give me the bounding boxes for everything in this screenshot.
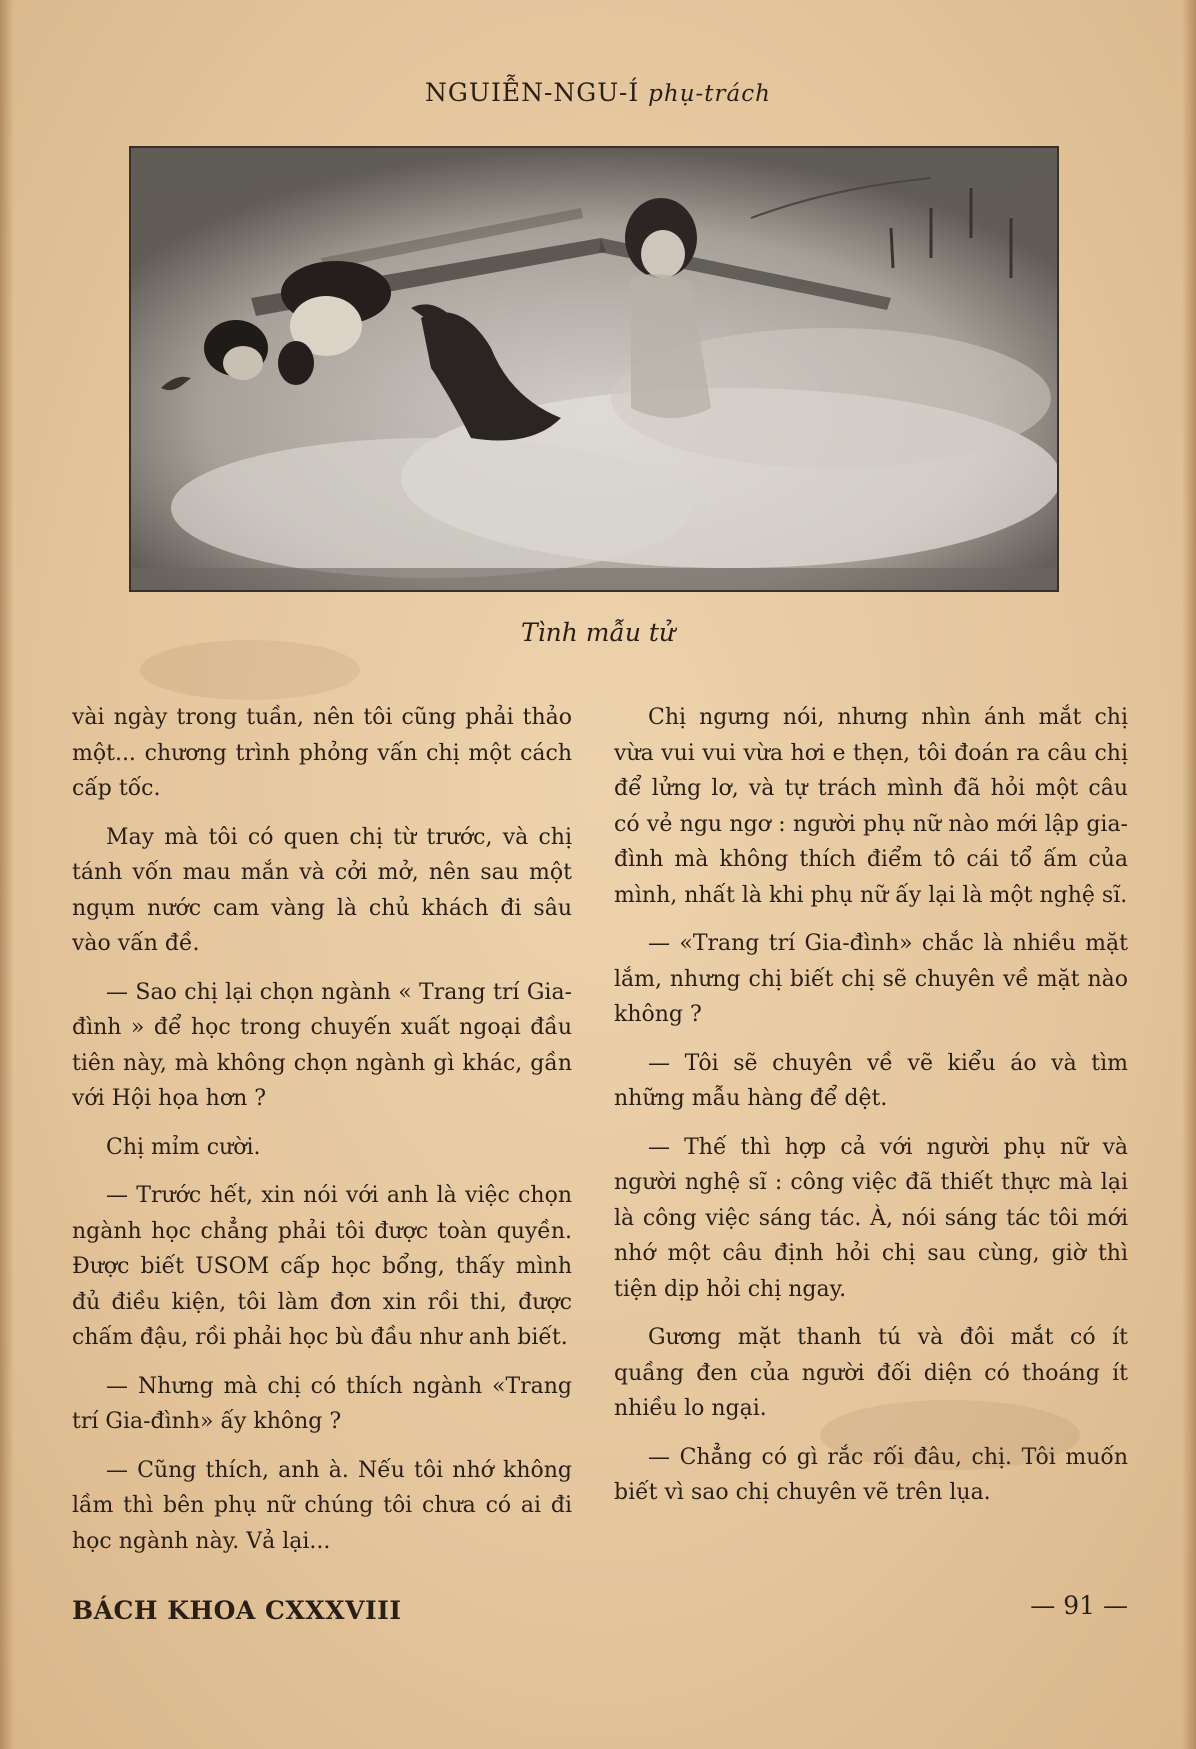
paragraph: Chị ngưng nói, nhưng nhìn ánh mắt chị vừa vui vui vừa hơi e thẹn, tôi đoán ra câu chị để lửng lơ, và tự trách mình đã hỏi một câu có vẻ ngu ngơ : người phụ nữ nào mới lập gia-đình mà không thích điểm tô cái tổ ấm của mình, nhất là khi phụ nữ ấy lại là một nghệ sĩ. xyxy=(614,705,1128,908)
paragraph: May mà tôi có quen chị từ trước, và chị tánh vốn mau mắn và cởi mở, nên sau một ngụm nước cam vàng là chủ khách đi sâu vào vấn đề. xyxy=(72,824,572,956)
magazine-issue: BÁCH KHOA CXXXVIII xyxy=(72,1596,402,1625)
page-edge-right xyxy=(1182,0,1196,1749)
paragraph: — Cũng thích, anh à. Nếu tôi nhớ không lầm thì bên phụ nữ chúng tôi chưa có ai đi học ngành này. Vả lại... xyxy=(72,1457,572,1554)
painting-photo xyxy=(129,146,1059,592)
paragraph: — Chẳng có gì rắc rối đâu, chị. Tôi muốn biết vì sao chị chuyên vẽ trên lụa. xyxy=(614,1444,1128,1505)
page-number: — 91 — xyxy=(1030,1591,1128,1620)
paragraph: vài ngày trong tuần, nên tôi cũng phải thảo một... chương trình phỏng vấn chị một cách cấp tốc. xyxy=(72,705,572,801)
paper-stain xyxy=(140,640,360,700)
paragraph: — «Trang trí Gia-đình» chắc là nhiều mặt lắm, nhưng chị biết chị sẽ chuyên về mặt nào không ? xyxy=(614,931,1128,1027)
paragraph: — Sao chị lại chọn ngành « Trang trí Gia-đình » để học trong chuyến xuất ngoại đầu tiên này, mà không chọn ngành gì khác, gần với Hội họa hơn ? xyxy=(72,979,572,1111)
paragraph: — Nhưng mà chị có thích ngành «Trang trí Gia-đình» ấy không ? xyxy=(72,1373,572,1434)
photo-caption: Tình mẫu tử xyxy=(520,618,676,647)
paragraph: Chị mỉm cười. xyxy=(106,1134,261,1160)
painting-image xyxy=(131,148,1057,590)
paragraph: — Tôi sẽ chuyên về vẽ kiểu áo và tìm những mẫu hàng để dệt. xyxy=(614,1050,1128,1111)
left-column xyxy=(72,700,572,1572)
page-header xyxy=(0,78,1196,107)
page-edge-left xyxy=(0,0,14,1749)
right-column xyxy=(614,700,1128,1524)
paragraph: — Trước hết, xin nói với anh là việc chọn ngành học chẳng phải tôi được toàn quyền. Được biết USOM cấp học bổng, thấy mình đủ điều kiện, tôi làm đơn xin rồi thi, được chấm đậu, rồi phải học bù đầu như anh biết. xyxy=(72,1183,572,1350)
editor-role: phụ-trách xyxy=(648,81,771,107)
editor-name: NGUIỄN-NGU-Í xyxy=(425,78,640,107)
paragraph: — Thế thì hợp cả với người phụ nữ và người nghệ sĩ : công việc đã thiết thực mà lại là công việc sáng tác. À, nói sáng tác tôi mới nhớ một câu định hỏi chị sau cùng, giờ thì tiện dịp hỏi chị ngay. xyxy=(614,1134,1128,1302)
paragraph: Gương mặt thanh tú và đôi mắt có ít quầng đen của người đối diện có thoáng ít nhiều lo ngại. xyxy=(614,1325,1128,1421)
